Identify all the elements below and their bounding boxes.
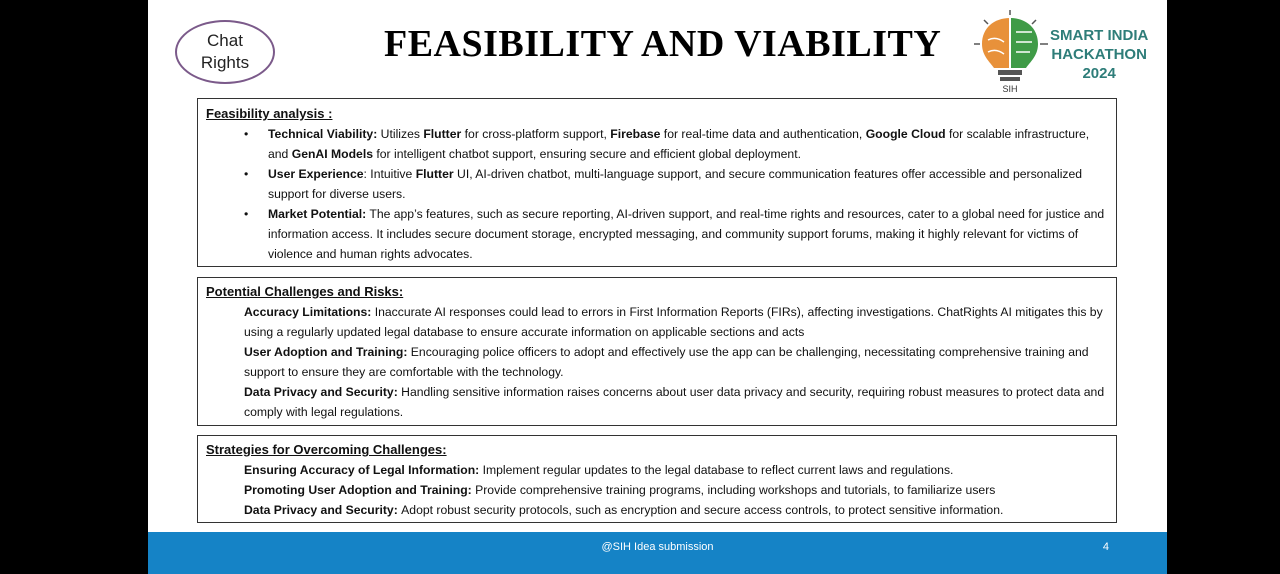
strategies-box xyxy=(197,435,1117,523)
strategy-item-title: Promoting User Adoption and Training: xyxy=(244,483,476,497)
strategy-item xyxy=(244,480,1108,500)
strategy-item-title: Data Privacy and Security: xyxy=(244,503,402,517)
text-run: The app’s features, such as secure reporting, AI-driven support, and real-time rights and resources, cater to a global need for justice and information access. It includes secure document storage, encrypted messaging, and community support forums, making it highly relevant for victims of violence and human rights advocates. xyxy=(268,207,1105,261)
challenge-item xyxy=(244,302,1108,342)
slide-footer xyxy=(148,532,1167,574)
logo-line-2: HACKATHON xyxy=(1051,46,1147,63)
text-run: UI, AI-driven chatbot, multi-language support, and secure communication features offer accessible and personalized support for diverse users. xyxy=(268,167,1083,201)
bold-run: Flutter xyxy=(415,167,454,181)
slide xyxy=(148,0,1167,574)
lightbulb-brain-icon xyxy=(974,10,1050,96)
strategy-item xyxy=(244,460,1108,480)
bold-run: Google Cloud xyxy=(865,127,946,141)
strategies-list xyxy=(206,460,1108,520)
badge-line-1: Chat xyxy=(207,31,243,50)
sih-logo xyxy=(974,10,1154,96)
feasibility-analysis-box xyxy=(197,98,1117,267)
logo-line-3: 2024 xyxy=(1082,65,1116,82)
challenge-item-text: Encouraging police officers to adopt and effectively use the app can be challenging, necessitating comprehensive training and support to ensure they are comfortable with the technology. xyxy=(244,345,1089,379)
footer-text: @SIH Idea submission xyxy=(601,541,714,553)
text-run: Utilizes xyxy=(377,127,424,141)
challenges-heading: Potential Challenges and Risks: xyxy=(206,284,404,299)
challenge-item-title: Accuracy Limitations: xyxy=(244,305,375,319)
challenge-item-title: User Adoption and Training: xyxy=(244,345,411,359)
text-run: for real-time data and authentication, xyxy=(660,127,866,141)
bold-run: Technical Viability: xyxy=(268,127,378,141)
text-run: : Intuitive xyxy=(363,167,416,181)
slide-title: FEASIBILITY AND VIABILITY xyxy=(384,23,942,65)
feasibility-item xyxy=(268,164,1108,204)
text-run: for intelligent chatbot support, ensuring secure and efficient global deployment. xyxy=(373,147,801,161)
challenges-list xyxy=(206,302,1108,422)
sih-logo-text xyxy=(1050,26,1148,83)
feasibility-item xyxy=(268,204,1108,264)
challenge-item xyxy=(244,342,1108,382)
feasibility-item xyxy=(268,124,1108,164)
svg-text:SIH: SIH xyxy=(1002,84,1018,94)
strategy-item-text: Implement regular updates to the legal database to reflect current laws and regulations. xyxy=(482,463,954,477)
strategies-heading: Strategies for Overcoming Challenges: xyxy=(206,442,447,457)
bold-run: Firebase xyxy=(610,127,661,141)
logo-line-1: SMART INDIA xyxy=(1050,27,1149,44)
strategy-item-text: Provide comprehensive training programs, including workshops and tutorials, to familiarize users xyxy=(475,483,996,497)
text-run: for scalable infrastructure, and xyxy=(268,127,1090,161)
strategy-item xyxy=(244,500,1108,520)
chat-rights-badge xyxy=(175,20,275,84)
feasibility-list xyxy=(206,124,1108,264)
challenge-item-title: Data Privacy and Security: xyxy=(244,385,402,399)
bold-run: GenAI Models xyxy=(291,147,373,161)
bold-run: Flutter xyxy=(423,127,462,141)
strategy-item-text: Adopt robust security protocols, such as encryption and secure access controls, to protect sensitive information. xyxy=(401,503,1004,517)
strategy-item-title: Ensuring Accuracy of Legal Information: xyxy=(244,463,483,477)
feasibility-heading: Feasibility analysis : xyxy=(206,106,333,121)
text-run: for cross-platform support, xyxy=(461,127,611,141)
badge-line-2: Rights xyxy=(200,53,250,72)
challenge-item xyxy=(244,382,1108,422)
challenges-box xyxy=(197,277,1117,426)
bold-run: User Experience xyxy=(268,167,364,181)
page-number: 4 xyxy=(1102,541,1109,553)
challenge-item-text: Inaccurate AI responses could lead to errors in First Information Reports (FIRs), affecting investigations. ChatRights AI mitigates this by using a regularly updated legal database to ensure accurate information on applicable sections and acts xyxy=(244,305,1103,339)
challenge-item-text: Handling sensitive information raises concerns about user data privacy and security, requiring robust measures to protect data and comply with legal regulations. xyxy=(244,385,1105,419)
bold-run: Market Potential: xyxy=(268,207,367,221)
